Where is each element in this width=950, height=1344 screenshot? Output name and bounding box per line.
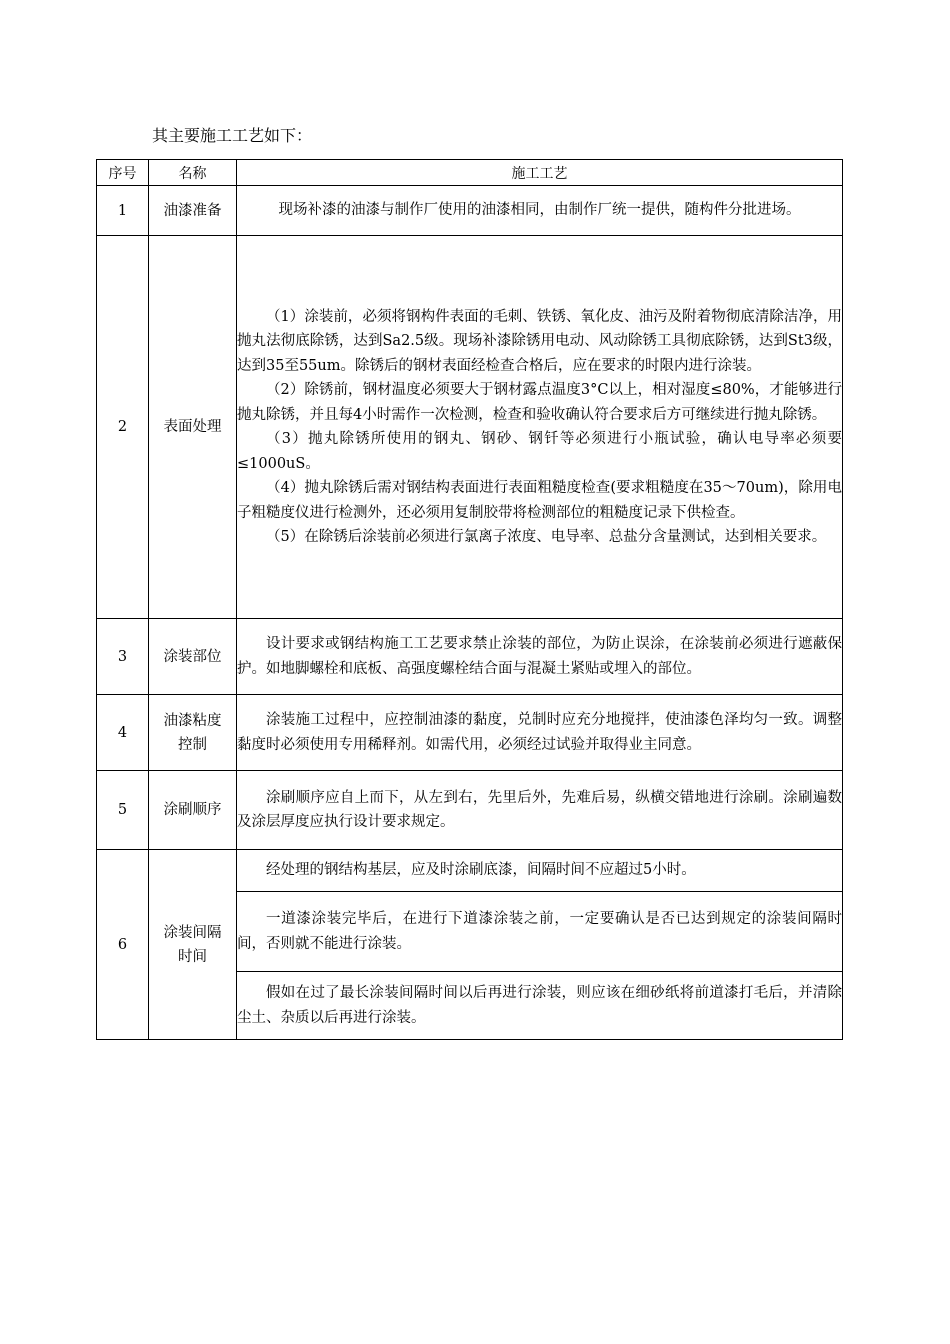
description-paragraph: 设计要求或钢结构施工工艺要求禁止涂装的部位，为防止误涂，在涂装前必须进行遮蔽保护。如地脚螺栓和底板、高强度螺栓结合面与混凝土紧贴或埋入的部位。 — [237, 636, 842, 677]
row-description — [237, 972, 843, 1040]
row-description — [237, 850, 843, 892]
row-description — [237, 186, 843, 236]
row-name-line: 控制 — [178, 736, 207, 753]
row-number: 4 — [97, 695, 149, 771]
row-name — [149, 695, 237, 771]
row-name-line: 时间 — [178, 948, 207, 965]
header-no: 序号 — [97, 160, 149, 186]
row-description — [237, 236, 843, 619]
row-description — [237, 695, 843, 771]
row-name — [149, 850, 237, 1040]
row-number: 6 — [97, 850, 149, 1040]
row-number: 2 — [97, 236, 149, 619]
header-name: 名称 — [149, 160, 237, 186]
table-row — [97, 236, 843, 619]
description-paragraph: （3）抛丸除锈所使用的钢丸、钢砂、钢钎等必须进行小瓶试验，确认电导率必须要≤1000uS。 — [237, 431, 842, 472]
description-paragraph: 经处理的钢结构基层，应及时涂刷底漆，间隔时间不应超过5小时。 — [266, 862, 696, 879]
table-row — [97, 850, 843, 892]
table-row — [97, 695, 843, 771]
row-description — [237, 892, 843, 972]
table-row — [97, 771, 843, 850]
row-name: 表面处理 — [149, 236, 237, 619]
description-paragraph: （4）抛丸除锈后需对钢结构表面进行表面粗糙度检查(要求粗糙度在35～70um)，除用电子粗糙度仪进行检测外，还必须用复制胶带将检测部位的粗糙度记录下供检查。 — [237, 480, 842, 521]
row-number: 1 — [97, 186, 149, 236]
description-paragraph: 现场补漆的油漆与制作厂使用的油漆相同，由制作厂统一提供，随构件分批进场。 — [278, 202, 801, 219]
row-name-line: 涂装间隔 — [163, 924, 222, 941]
row-name: 涂刷顺序 — [149, 771, 237, 850]
description-paragraph: （1）涂装前，必须将钢构件表面的毛刺、铁锈、氧化皮、油污及附着物彻底清除洁净，用抛丸法彻底除锈，达到Sa2.5级。现场补漆除锈用电动、风动除锈工具彻底除锈，达到St3级，达到35至55um。除锈后的钢材表面经检查合格后，应在要求的时限内进行涂装。 — [237, 308, 842, 374]
description-paragraph: 涂刷顺序应自上而下，从左到右，先里后外，先难后易，纵横交错地进行涂刷。涂刷遍数及涂层厚度应执行设计要求规定。 — [237, 789, 842, 830]
row-name-line: 油漆粘度 — [163, 712, 222, 729]
intro-text: 其主要施工工艺如下： — [152, 126, 313, 145]
description-paragraph: 一道漆涂装完毕后，在进行下道漆涂装之前，一定要确认是否已达到规定的涂装间隔时间，否则就不能进行涂装。 — [237, 911, 842, 952]
table-row — [97, 619, 843, 695]
description-paragraph: （2）除锈前，钢材温度必须要大于钢材露点温度3°C以上，相对湿度≤80%，才能够进行抛丸除锈，并且每4小时需作一次检测，检查和验收确认符合要求后方可继续进行抛丸除锈。 — [237, 382, 842, 423]
description-paragraph: 假如在过了最长涂装间隔时间以后再进行涂装，则应该在细砂纸将前道漆打毛后，并清除尘土、杂质以后再进行涂装。 — [237, 985, 842, 1026]
row-description — [237, 771, 843, 850]
table-row — [97, 186, 843, 236]
table-header-row — [97, 160, 843, 186]
description-paragraph: 涂装施工过程中，应控制油漆的黏度，兑制时应充分地搅拌，使油漆色泽均匀一致。调整黏度时必须使用专用稀释剂。如需代用，必须经过试验并取得业主同意。 — [237, 712, 842, 753]
construction-process-table — [96, 159, 843, 1040]
row-number: 3 — [97, 619, 149, 695]
description-paragraph: （5）在除锈后涂装前必须进行氯离子浓度、电导率、总盐分含量测试，达到相关要求。 — [266, 529, 827, 545]
row-description — [237, 619, 843, 695]
row-number: 5 — [97, 771, 149, 850]
row-name: 涂装部位 — [149, 619, 237, 695]
header-process: 施工工艺 — [237, 160, 843, 186]
row-name: 油漆准备 — [149, 186, 237, 236]
